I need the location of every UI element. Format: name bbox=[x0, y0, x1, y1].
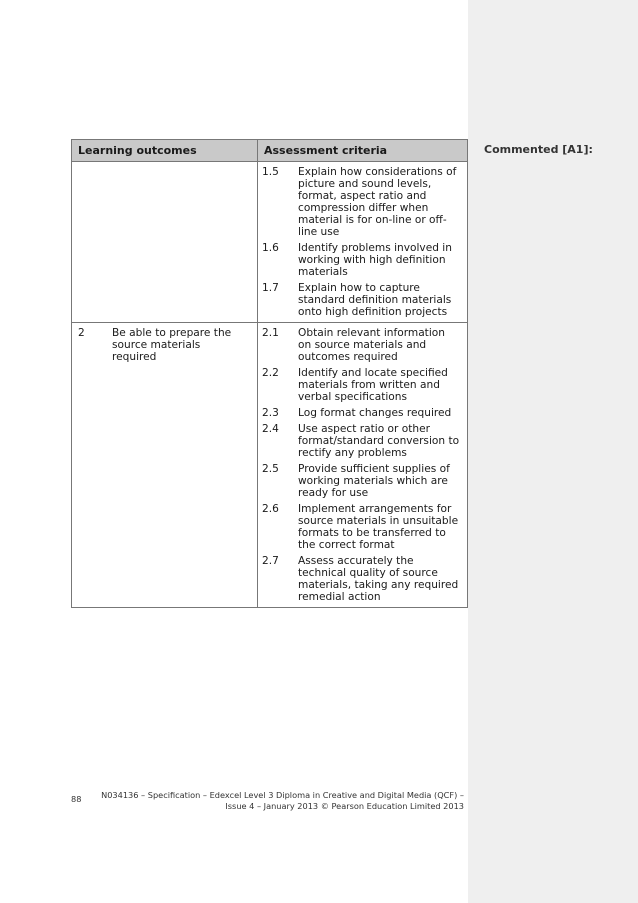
criterion-number: 1.5 bbox=[262, 166, 279, 178]
header-assessment-criteria: Assessment criteria bbox=[258, 140, 468, 162]
header-learning-outcomes: Learning outcomes bbox=[72, 140, 258, 162]
criterion-number: 2.1 bbox=[262, 327, 279, 339]
criterion-item bbox=[262, 327, 461, 363]
page-footer bbox=[71, 790, 464, 812]
comment-label[interactable]: Commented [A1]: bbox=[484, 143, 593, 156]
criterion-text: Identify and locate specified materials from written and verbal specifications bbox=[298, 367, 448, 403]
criterion-text: Provide sufficient supplies of working materials which are ready for use bbox=[298, 463, 450, 499]
criterion-number: 2.4 bbox=[262, 423, 279, 435]
outcome-number: 2 bbox=[78, 327, 85, 339]
criterion-number: 2.6 bbox=[262, 503, 279, 515]
criterion-number: 2.3 bbox=[262, 407, 279, 419]
criterion-item bbox=[262, 503, 461, 551]
comment-sidebar bbox=[468, 0, 638, 903]
footer-line-1: N034136 – Specification – Edexcel Level 3 Diploma in Creative and Digital Media (QCF) – bbox=[101, 790, 464, 800]
criterion-text: Explain how considerations of picture and sound levels, format, aspect ratio and compression differ when material is for on-line or off-line use bbox=[298, 166, 457, 238]
criterion-item bbox=[262, 166, 461, 238]
criteria-cell bbox=[258, 323, 468, 608]
page-number: 88 bbox=[71, 794, 82, 804]
table-row bbox=[72, 323, 468, 608]
criterion-text: Log format changes required bbox=[298, 407, 452, 419]
criterion-text: Obtain relevant information on source materials and outcomes required bbox=[298, 327, 445, 363]
assessment-table bbox=[71, 139, 468, 608]
table-header-row bbox=[72, 140, 468, 162]
criterion-item bbox=[262, 242, 461, 278]
criterion-item bbox=[262, 282, 461, 318]
footer-line-2: Issue 4 – January 2013 © Pearson Education Limited 2013 bbox=[225, 801, 464, 811]
criterion-item bbox=[262, 463, 461, 499]
criterion-text: Identify problems involved in working with high definition materials bbox=[298, 242, 452, 278]
criterion-text: Assess accurately the technical quality of source materials, taking any required remedial action bbox=[298, 555, 459, 603]
learning-outcome-cell bbox=[72, 323, 258, 608]
learning-outcome-cell bbox=[72, 162, 258, 323]
criterion-number: 1.7 bbox=[262, 282, 279, 294]
table-row bbox=[72, 162, 468, 323]
criterion-text: Explain how to capture standard definition materials onto high definition projects bbox=[298, 282, 452, 318]
criterion-text: Use aspect ratio or other format/standard conversion to rectify any problems bbox=[298, 423, 460, 459]
criterion-text: Implement arrangements for source materials in unsuitable formats to be transferred to the correct format bbox=[298, 503, 459, 551]
criterion-number: 1.6 bbox=[262, 242, 279, 254]
criterion-item bbox=[262, 367, 461, 403]
criterion-item bbox=[262, 423, 461, 459]
criterion-number: 2.5 bbox=[262, 463, 279, 475]
criteria-cell bbox=[258, 162, 468, 323]
criterion-number: 2.7 bbox=[262, 555, 279, 567]
criterion-item bbox=[262, 407, 461, 419]
criterion-item bbox=[262, 555, 461, 603]
outcome-text: Be able to prepare the source materials required bbox=[112, 327, 232, 363]
criterion-number: 2.2 bbox=[262, 367, 279, 379]
